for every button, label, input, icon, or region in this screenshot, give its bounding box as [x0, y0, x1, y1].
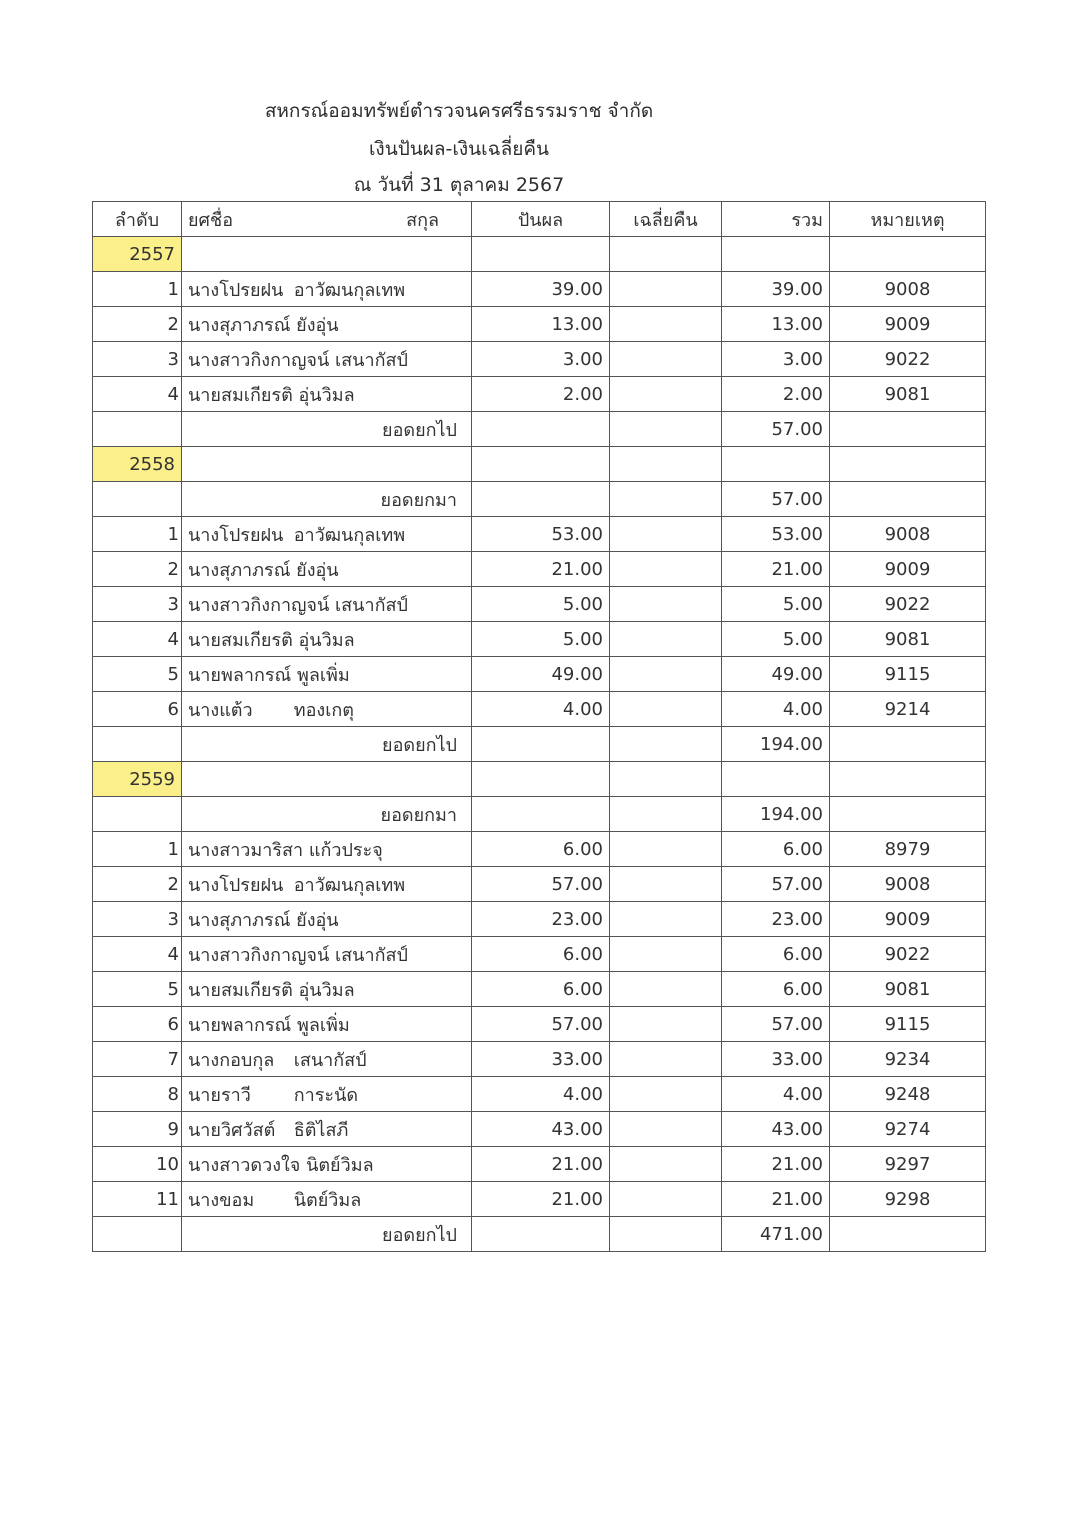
member-name: [182, 587, 472, 622]
empty-cell: [93, 1217, 182, 1252]
table-row: [93, 1007, 986, 1042]
member-last-name: อุ่นวิมล: [298, 979, 355, 1001]
empty-cell: [722, 237, 830, 272]
total-value: 4.00: [722, 692, 830, 727]
empty-cell: [93, 482, 182, 517]
member-name: [182, 1112, 472, 1147]
row-number: 3: [93, 902, 182, 937]
carry-label: ยอดยกมา: [182, 482, 472, 517]
year-row: [93, 762, 986, 797]
row-number: 8: [93, 1077, 182, 1112]
empty-cell: [610, 482, 722, 517]
total-value: 57.00: [722, 1007, 830, 1042]
dividend-value: 4.00: [472, 692, 610, 727]
remark-value: 9115: [830, 657, 986, 692]
total-value: 43.00: [722, 1112, 830, 1147]
table-row: [93, 832, 986, 867]
carry-label: ยอดยกไป: [182, 1217, 472, 1252]
refund-value: [610, 937, 722, 972]
refund-value: [610, 272, 722, 307]
year-label: 2557: [93, 237, 182, 272]
member-name: [182, 552, 472, 587]
dividend-value: 21.00: [472, 1182, 610, 1217]
total-value: 23.00: [722, 902, 830, 937]
empty-cell: [93, 797, 182, 832]
dividend-value: 3.00: [472, 342, 610, 377]
carry-row: [93, 727, 986, 762]
remark-value: 9248: [830, 1077, 986, 1112]
remark-value: 9298: [830, 1182, 986, 1217]
dividend-value: 23.00: [472, 902, 610, 937]
refund-value: [610, 1077, 722, 1112]
member-first-name: นางกอบกุล: [188, 1049, 275, 1071]
remark-value: 9008: [830, 867, 986, 902]
member-name: [182, 1077, 472, 1112]
dividend-value: 49.00: [472, 657, 610, 692]
member-last-name: พูลเพิ่ม: [296, 664, 350, 686]
refund-value: [610, 377, 722, 412]
empty-cell: [472, 447, 610, 482]
member-first-name: นางสาวดวงใจ: [188, 1154, 301, 1176]
total-value: 6.00: [722, 937, 830, 972]
empty-cell: [610, 412, 722, 447]
empty-cell: [830, 1217, 986, 1252]
refund-value: [610, 832, 722, 867]
refund-value: [610, 552, 722, 587]
refund-value: [610, 692, 722, 727]
total-value: 5.00: [722, 587, 830, 622]
member-name: [182, 657, 472, 692]
member-first-name: นางสาวกิงกาญจน์: [188, 944, 330, 966]
row-number: 4: [93, 937, 182, 972]
table-row: [93, 377, 986, 412]
carry-row: [93, 1217, 986, 1252]
member-last-name: ธิติไสภี: [293, 1119, 349, 1141]
carry-total: 57.00: [722, 482, 830, 517]
table-row: [93, 587, 986, 622]
remark-value: 9008: [830, 272, 986, 307]
member-last-name: ยังอุ่น: [296, 909, 339, 931]
member-last-name: การะนัด: [293, 1084, 359, 1106]
empty-cell: [610, 237, 722, 272]
member-name: [182, 307, 472, 342]
remark-value: 9115: [830, 1007, 986, 1042]
row-number: 6: [93, 1007, 182, 1042]
table-row: [93, 1182, 986, 1217]
table-row: [93, 902, 986, 937]
member-first-name: นายสมเกียรติ: [188, 629, 293, 651]
member-last-name: ทองเกตุ: [293, 699, 354, 721]
dividend-value: 5.00: [472, 622, 610, 657]
empty-cell: [472, 797, 610, 832]
member-name: [182, 1147, 472, 1182]
member-last-name: นิตย์วิมล: [293, 1189, 362, 1211]
refund-value: [610, 867, 722, 902]
refund-value: [610, 307, 722, 342]
total-value: 33.00: [722, 1042, 830, 1077]
header-dividend: ปันผล: [472, 202, 610, 237]
dividend-value: 4.00: [472, 1077, 610, 1112]
empty-cell: [472, 412, 610, 447]
year-row: [93, 237, 986, 272]
member-name: [182, 972, 472, 1007]
empty-cell: [610, 762, 722, 797]
table-row: [93, 1077, 986, 1112]
member-name: [182, 902, 472, 937]
refund-value: [610, 902, 722, 937]
remark-value: 9009: [830, 902, 986, 937]
carry-label: ยอดยกมา: [182, 797, 472, 832]
member-last-name: อาวัฒนกุลเทพ: [293, 874, 406, 896]
header-refund: เฉลี่ยคืน: [610, 202, 722, 237]
empty-cell: [93, 727, 182, 762]
dividend-value: 39.00: [472, 272, 610, 307]
row-number: 5: [93, 657, 182, 692]
header-index: ลำดับ: [93, 202, 182, 237]
refund-value: [610, 622, 722, 657]
dividend-value: 6.00: [472, 972, 610, 1007]
remark-value: 9234: [830, 1042, 986, 1077]
dividend-value: 21.00: [472, 552, 610, 587]
table-row: [93, 972, 986, 1007]
row-number: 1: [93, 272, 182, 307]
table-header-row: [93, 202, 986, 237]
refund-value: [610, 587, 722, 622]
table-row: [93, 1112, 986, 1147]
refund-value: [610, 1182, 722, 1217]
dividend-value: 13.00: [472, 307, 610, 342]
empty-cell: [830, 447, 986, 482]
dividend-value: 57.00: [472, 1007, 610, 1042]
empty-cell: [610, 1217, 722, 1252]
member-first-name: นายพลากรณ์: [188, 664, 292, 686]
remark-value: 9274: [830, 1112, 986, 1147]
dividend-value: 6.00: [472, 937, 610, 972]
total-value: 3.00: [722, 342, 830, 377]
table-row: [93, 622, 986, 657]
table-row: [93, 342, 986, 377]
remark-value: 9081: [830, 377, 986, 412]
member-last-name: แก้วประจุ: [308, 839, 383, 861]
member-first-name: นางสาวมาริสา: [188, 839, 304, 861]
member-last-name: เสนากัสป์: [335, 594, 408, 616]
carry-label: ยอดยกไป: [182, 412, 472, 447]
remark-value: 9008: [830, 517, 986, 552]
member-name: [182, 1007, 472, 1042]
member-first-name: นางสุภาภรณ์: [188, 559, 291, 581]
refund-value: [610, 1042, 722, 1077]
member-name: [182, 377, 472, 412]
empty-cell: [93, 412, 182, 447]
row-number: 5: [93, 972, 182, 1007]
empty-cell: [722, 447, 830, 482]
empty-cell: [472, 237, 610, 272]
refund-value: [610, 1007, 722, 1042]
total-value: 49.00: [722, 657, 830, 692]
member-name: [182, 692, 472, 727]
member-first-name: นางสุภาภรณ์: [188, 314, 291, 336]
row-number: 1: [93, 832, 182, 867]
member-last-name: อาวัฒนกุลเทพ: [293, 524, 406, 546]
empty-cell: [472, 482, 610, 517]
member-first-name: นายพลากรณ์: [188, 1014, 292, 1036]
remark-value: 9081: [830, 972, 986, 1007]
member-last-name: ยังอุ่น: [296, 314, 339, 336]
remark-value: 9022: [830, 587, 986, 622]
member-name: [182, 832, 472, 867]
member-last-name: อุ่นวิมล: [298, 384, 355, 406]
row-number: 6: [93, 692, 182, 727]
empty-cell: [472, 1217, 610, 1252]
row-number: 4: [93, 622, 182, 657]
total-value: 2.00: [722, 377, 830, 412]
empty-cell: [830, 727, 986, 762]
empty-cell: [830, 797, 986, 832]
table-row: [93, 937, 986, 972]
member-name: [182, 342, 472, 377]
dividend-value: 43.00: [472, 1112, 610, 1147]
member-first-name: นายราวี: [188, 1084, 251, 1106]
member-first-name: นางโปรยฝน: [188, 279, 284, 301]
member-last-name: ยังอุ่น: [296, 559, 339, 581]
dividend-value: 5.00: [472, 587, 610, 622]
carry-total: 194.00: [722, 797, 830, 832]
dividend-value: 6.00: [472, 832, 610, 867]
row-number: 2: [93, 867, 182, 902]
empty-cell: [472, 727, 610, 762]
member-name: [182, 272, 472, 307]
member-first-name: นายสมเกียรติ: [188, 384, 293, 406]
refund-value: [610, 972, 722, 1007]
dividend-value: 53.00: [472, 517, 610, 552]
row-number: 3: [93, 342, 182, 377]
member-last-name: พูลเพิ่ม: [296, 1014, 350, 1036]
document-date: ณ วันที่ 31 ตุลาคม 2567: [353, 174, 565, 196]
row-number: 10: [93, 1147, 182, 1182]
table-row: [93, 657, 986, 692]
member-name: [182, 937, 472, 972]
row-number: 1: [93, 517, 182, 552]
total-value: 6.00: [722, 972, 830, 1007]
row-number: 7: [93, 1042, 182, 1077]
member-name: [182, 1042, 472, 1077]
remark-value: 8979: [830, 832, 986, 867]
dividend-value: 2.00: [472, 377, 610, 412]
remark-value: 9022: [830, 342, 986, 377]
total-value: 21.00: [722, 552, 830, 587]
member-name: [182, 622, 472, 657]
member-last-name: อุ่นวิมล: [298, 629, 355, 651]
year-row: [93, 447, 986, 482]
table-row: [93, 1042, 986, 1077]
carry-total: 57.00: [722, 412, 830, 447]
empty-cell: [830, 762, 986, 797]
dividend-value: 33.00: [472, 1042, 610, 1077]
member-last-name: เสนากัสป์: [335, 944, 408, 966]
document-title: สหกรณ์ออมทรัพย์ตำรวจนครศรีธรรมราช จำกัด: [264, 100, 654, 122]
refund-value: [610, 517, 722, 552]
total-value: 21.00: [722, 1182, 830, 1217]
year-label: 2559: [93, 762, 182, 797]
total-value: 57.00: [722, 867, 830, 902]
dividend-value: 57.00: [472, 867, 610, 902]
row-number: 2: [93, 307, 182, 342]
carry-row: [93, 482, 986, 517]
member-first-name: นางโปรยฝน: [188, 874, 284, 896]
member-first-name: นางสุภาภรณ์: [188, 909, 291, 931]
total-value: 39.00: [722, 272, 830, 307]
member-first-name: นางสาวกิงกาญจน์: [188, 594, 330, 616]
empty-cell: [610, 727, 722, 762]
table-row: [93, 692, 986, 727]
refund-value: [610, 1112, 722, 1147]
member-last-name: อาวัฒนกุลเทพ: [293, 279, 406, 301]
table-row: [93, 1147, 986, 1182]
year-label: 2558: [93, 447, 182, 482]
header-name: [182, 202, 472, 237]
dividend-table: [92, 201, 986, 1252]
empty-cell: [182, 237, 472, 272]
total-value: 21.00: [722, 1147, 830, 1182]
empty-cell: [830, 237, 986, 272]
remark-value: 9009: [830, 307, 986, 342]
table-row: [93, 307, 986, 342]
carry-row: [93, 797, 986, 832]
member-first-name: นางสาวกิงกาญจน์: [188, 349, 330, 371]
remark-value: 9022: [830, 937, 986, 972]
empty-cell: [830, 482, 986, 517]
member-first-name: นางโปรยฝน: [188, 524, 284, 546]
header-total: รวม: [722, 202, 830, 237]
empty-cell: [722, 762, 830, 797]
table-row: [93, 867, 986, 902]
table-body: [93, 237, 986, 1252]
total-value: 6.00: [722, 832, 830, 867]
document-subtitle: เงินปันผล-เงินเฉลี่ยคืน: [368, 138, 550, 160]
row-number: 11: [93, 1182, 182, 1217]
empty-cell: [830, 412, 986, 447]
table-row: [93, 517, 986, 552]
total-value: 5.00: [722, 622, 830, 657]
header-remark: หมายเหตุ: [830, 202, 986, 237]
member-first-name: นายสมเกียรติ: [188, 979, 293, 1001]
row-number: 3: [93, 587, 182, 622]
member-first-name: นายวิศวัสต์: [188, 1119, 276, 1141]
member-last-name: เสนากัสป์: [293, 1049, 367, 1071]
member-last-name: เสนากัสป์: [335, 349, 408, 371]
total-value: 13.00: [722, 307, 830, 342]
row-number: 4: [93, 377, 182, 412]
table-row: [93, 552, 986, 587]
member-name: [182, 867, 472, 902]
carry-total: 471.00: [722, 1217, 830, 1252]
remark-value: 9214: [830, 692, 986, 727]
member-first-name: นางขอม: [188, 1189, 255, 1211]
empty-cell: [610, 447, 722, 482]
empty-cell: [472, 762, 610, 797]
table-row: [93, 272, 986, 307]
carry-label: ยอดยกไป: [182, 727, 472, 762]
empty-cell: [182, 447, 472, 482]
refund-value: [610, 1147, 722, 1182]
row-number: 2: [93, 552, 182, 587]
remark-value: 9081: [830, 622, 986, 657]
member-name: [182, 1182, 472, 1217]
member-first-name: นางแต้ว: [188, 699, 253, 721]
row-number: 9: [93, 1112, 182, 1147]
empty-cell: [610, 797, 722, 832]
member-name: [182, 517, 472, 552]
refund-value: [610, 342, 722, 377]
header-first-name: ยศชื่อ: [188, 209, 233, 231]
header-surname: สกุล: [406, 209, 439, 231]
remark-value: 9297: [830, 1147, 986, 1182]
carry-row: [93, 412, 986, 447]
carry-total: 194.00: [722, 727, 830, 762]
remark-value: 9009: [830, 552, 986, 587]
member-last-name: นิตย์วิมล: [306, 1154, 374, 1176]
empty-cell: [182, 762, 472, 797]
total-value: 4.00: [722, 1077, 830, 1112]
dividend-value: 21.00: [472, 1147, 610, 1182]
refund-value: [610, 657, 722, 692]
total-value: 53.00: [722, 517, 830, 552]
